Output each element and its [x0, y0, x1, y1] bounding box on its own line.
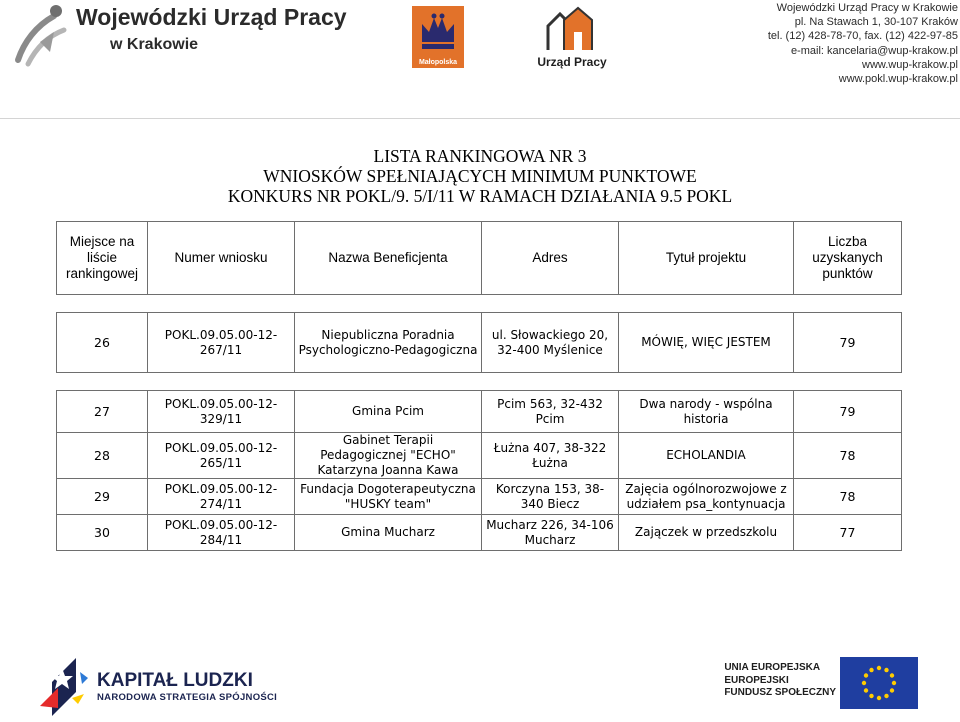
table-spacer — [57, 373, 902, 391]
eu-star-icon — [869, 694, 873, 698]
cell-beneficiary: Gmina Mucharz — [295, 515, 482, 551]
malopolska-crown-icon — [412, 6, 464, 56]
eu-star-icon — [869, 668, 873, 672]
header-number: Numer wniosku — [148, 222, 295, 295]
table-spacer — [57, 295, 902, 313]
eu-star-icon — [884, 694, 888, 698]
header-title: Tytuł projektu — [619, 222, 794, 295]
cell-address: Korczyna 153, 38-340 Biecz — [482, 479, 619, 515]
eu-text-block — [724, 662, 836, 700]
document-title — [0, 146, 960, 206]
cell-rank: 30 — [57, 515, 148, 551]
contact-line: pl. Na Stawach 1, 30-107 Kraków — [794, 16, 958, 29]
eu-star-icon — [890, 673, 894, 677]
wup-logo-icon — [10, 2, 72, 68]
eu-line: EUROPEJSKI — [724, 674, 789, 686]
cell-points: 78 — [794, 479, 902, 515]
eu-star-icon — [890, 688, 894, 692]
cell-number: POKL.09.05.00-12-274/11 — [148, 479, 295, 515]
cell-rank: 27 — [57, 391, 148, 433]
urzad-pracy-label: Urząd Pracy — [537, 55, 607, 69]
cell-rank: 29 — [57, 479, 148, 515]
header-divider — [0, 118, 960, 119]
contact-line: Wojewódzki Urząd Pracy w Krakowie — [776, 2, 958, 14]
cell-beneficiary: Gabinet Terapii Pedagogicznej "ECHO" Katarzyna Joanna Kawa — [295, 433, 482, 479]
header-address: Adres — [482, 222, 619, 295]
cell-address: Mucharz 226, 34-106 Mucharz — [482, 515, 619, 551]
cell-beneficiary: Fundacja Dogoterapeutyczna "HUSKY team" — [295, 479, 482, 515]
ranking-table — [56, 221, 902, 551]
contact-website[interactable]: www.pokl.wup-krakow.pl — [838, 73, 958, 86]
header-beneficiary: Nazwa Beneficjenta — [295, 222, 482, 295]
header-rank: Miejsce na liście rankingowej — [57, 222, 148, 295]
eu-star-icon — [864, 673, 868, 677]
wup-name: Wojewódzki Urząd Pracy — [76, 4, 347, 30]
table-row — [57, 313, 902, 373]
cell-title: Zajęcia ogólnorozwojowe z udziałem psa_kontynuacja — [619, 479, 794, 515]
title-line: WNIOSKÓW SPEŁNIAJĄCYCH MINIMUM PUNKTOWE — [263, 166, 697, 186]
header-points: Liczba uzyskanych punktów — [794, 222, 902, 295]
malopolska-label: Małopolska — [418, 59, 458, 66]
cell-title: ECHOLANDIA — [619, 433, 794, 479]
cell-address: ul. Słowackiego 20, 32-400 Myślenice — [482, 313, 619, 373]
eu-star-icon — [884, 668, 888, 672]
eu-star-icon — [892, 681, 896, 685]
cell-number: POKL.09.05.00-12-265/11 — [148, 433, 295, 479]
urzad-pracy-logo — [530, 4, 614, 70]
table-row — [57, 433, 902, 479]
table-header-row — [57, 222, 902, 295]
eu-star-icon — [877, 666, 881, 670]
contact-line: tel. (12) 428-78-70, fax. (12) 422-97-85 — [767, 30, 958, 43]
kapital-ludzki-logo-icon — [32, 648, 92, 718]
contact-website[interactable]: www.wup-krakow.pl — [862, 58, 958, 71]
eu-star-icon — [877, 696, 881, 700]
contact-block — [768, 1, 958, 86]
cell-beneficiary: Gmina Pcim — [295, 391, 482, 433]
cell-address: Łużna 407, 38-322 Łużna — [482, 433, 619, 479]
cell-beneficiary: Niepubliczna Poradnia Psychologiczno-Pedagogiczna — [295, 313, 482, 373]
cell-title: Zajączek w przedszkolu — [619, 515, 794, 551]
cell-address: Pcim 563, 32-432 Pcim — [482, 391, 619, 433]
letterhead — [0, 0, 960, 118]
wup-city: w Krakowie — [110, 36, 199, 53]
cell-number: POKL.09.05.00-12-329/11 — [148, 391, 295, 433]
contact-email[interactable]: e-mail: kancelaria@wup-krakow.pl — [790, 44, 958, 57]
cell-title: MÓWIĘ, WIĘC JESTEM — [619, 313, 794, 373]
title-line: LISTA RANKINGOWA NR 3 — [373, 146, 587, 166]
kapital-ludzki-name: KAPITAŁ LUDZKI — [97, 670, 253, 691]
cell-points: 77 — [794, 515, 902, 551]
cell-rank: 26 — [57, 313, 148, 373]
eu-line: FUNDUSZ SPOŁECZNY — [724, 687, 836, 698]
cell-title: Dwa narody - wspólna historia — [619, 391, 794, 433]
eu-star-icon — [864, 688, 868, 692]
cell-points: 79 — [794, 313, 902, 373]
urzad-pracy-icon — [530, 4, 614, 54]
table-row — [57, 479, 902, 515]
table-row — [57, 391, 902, 433]
eu-line: UNIA EUROPEJSKA — [724, 662, 821, 673]
cell-number: POKL.09.05.00-12-284/11 — [148, 515, 295, 551]
cell-points: 78 — [794, 433, 902, 479]
cell-number: POKL.09.05.00-12-267/11 — [148, 313, 295, 373]
table-row — [57, 515, 902, 551]
eu-flag-icon — [840, 657, 918, 709]
title-line: KONKURS NR POKL/9. 5/I/11 W RAMACH DZIAŁANIA 9.5 POKL — [227, 186, 733, 206]
eu-star-icon — [862, 681, 866, 685]
malopolska-logo — [412, 6, 464, 68]
cell-rank: 28 — [57, 433, 148, 479]
kapital-ludzki-subtitle: NARODOWA STRATEGIA SPÓJNOŚCI — [97, 692, 278, 703]
cell-points: 79 — [794, 391, 902, 433]
